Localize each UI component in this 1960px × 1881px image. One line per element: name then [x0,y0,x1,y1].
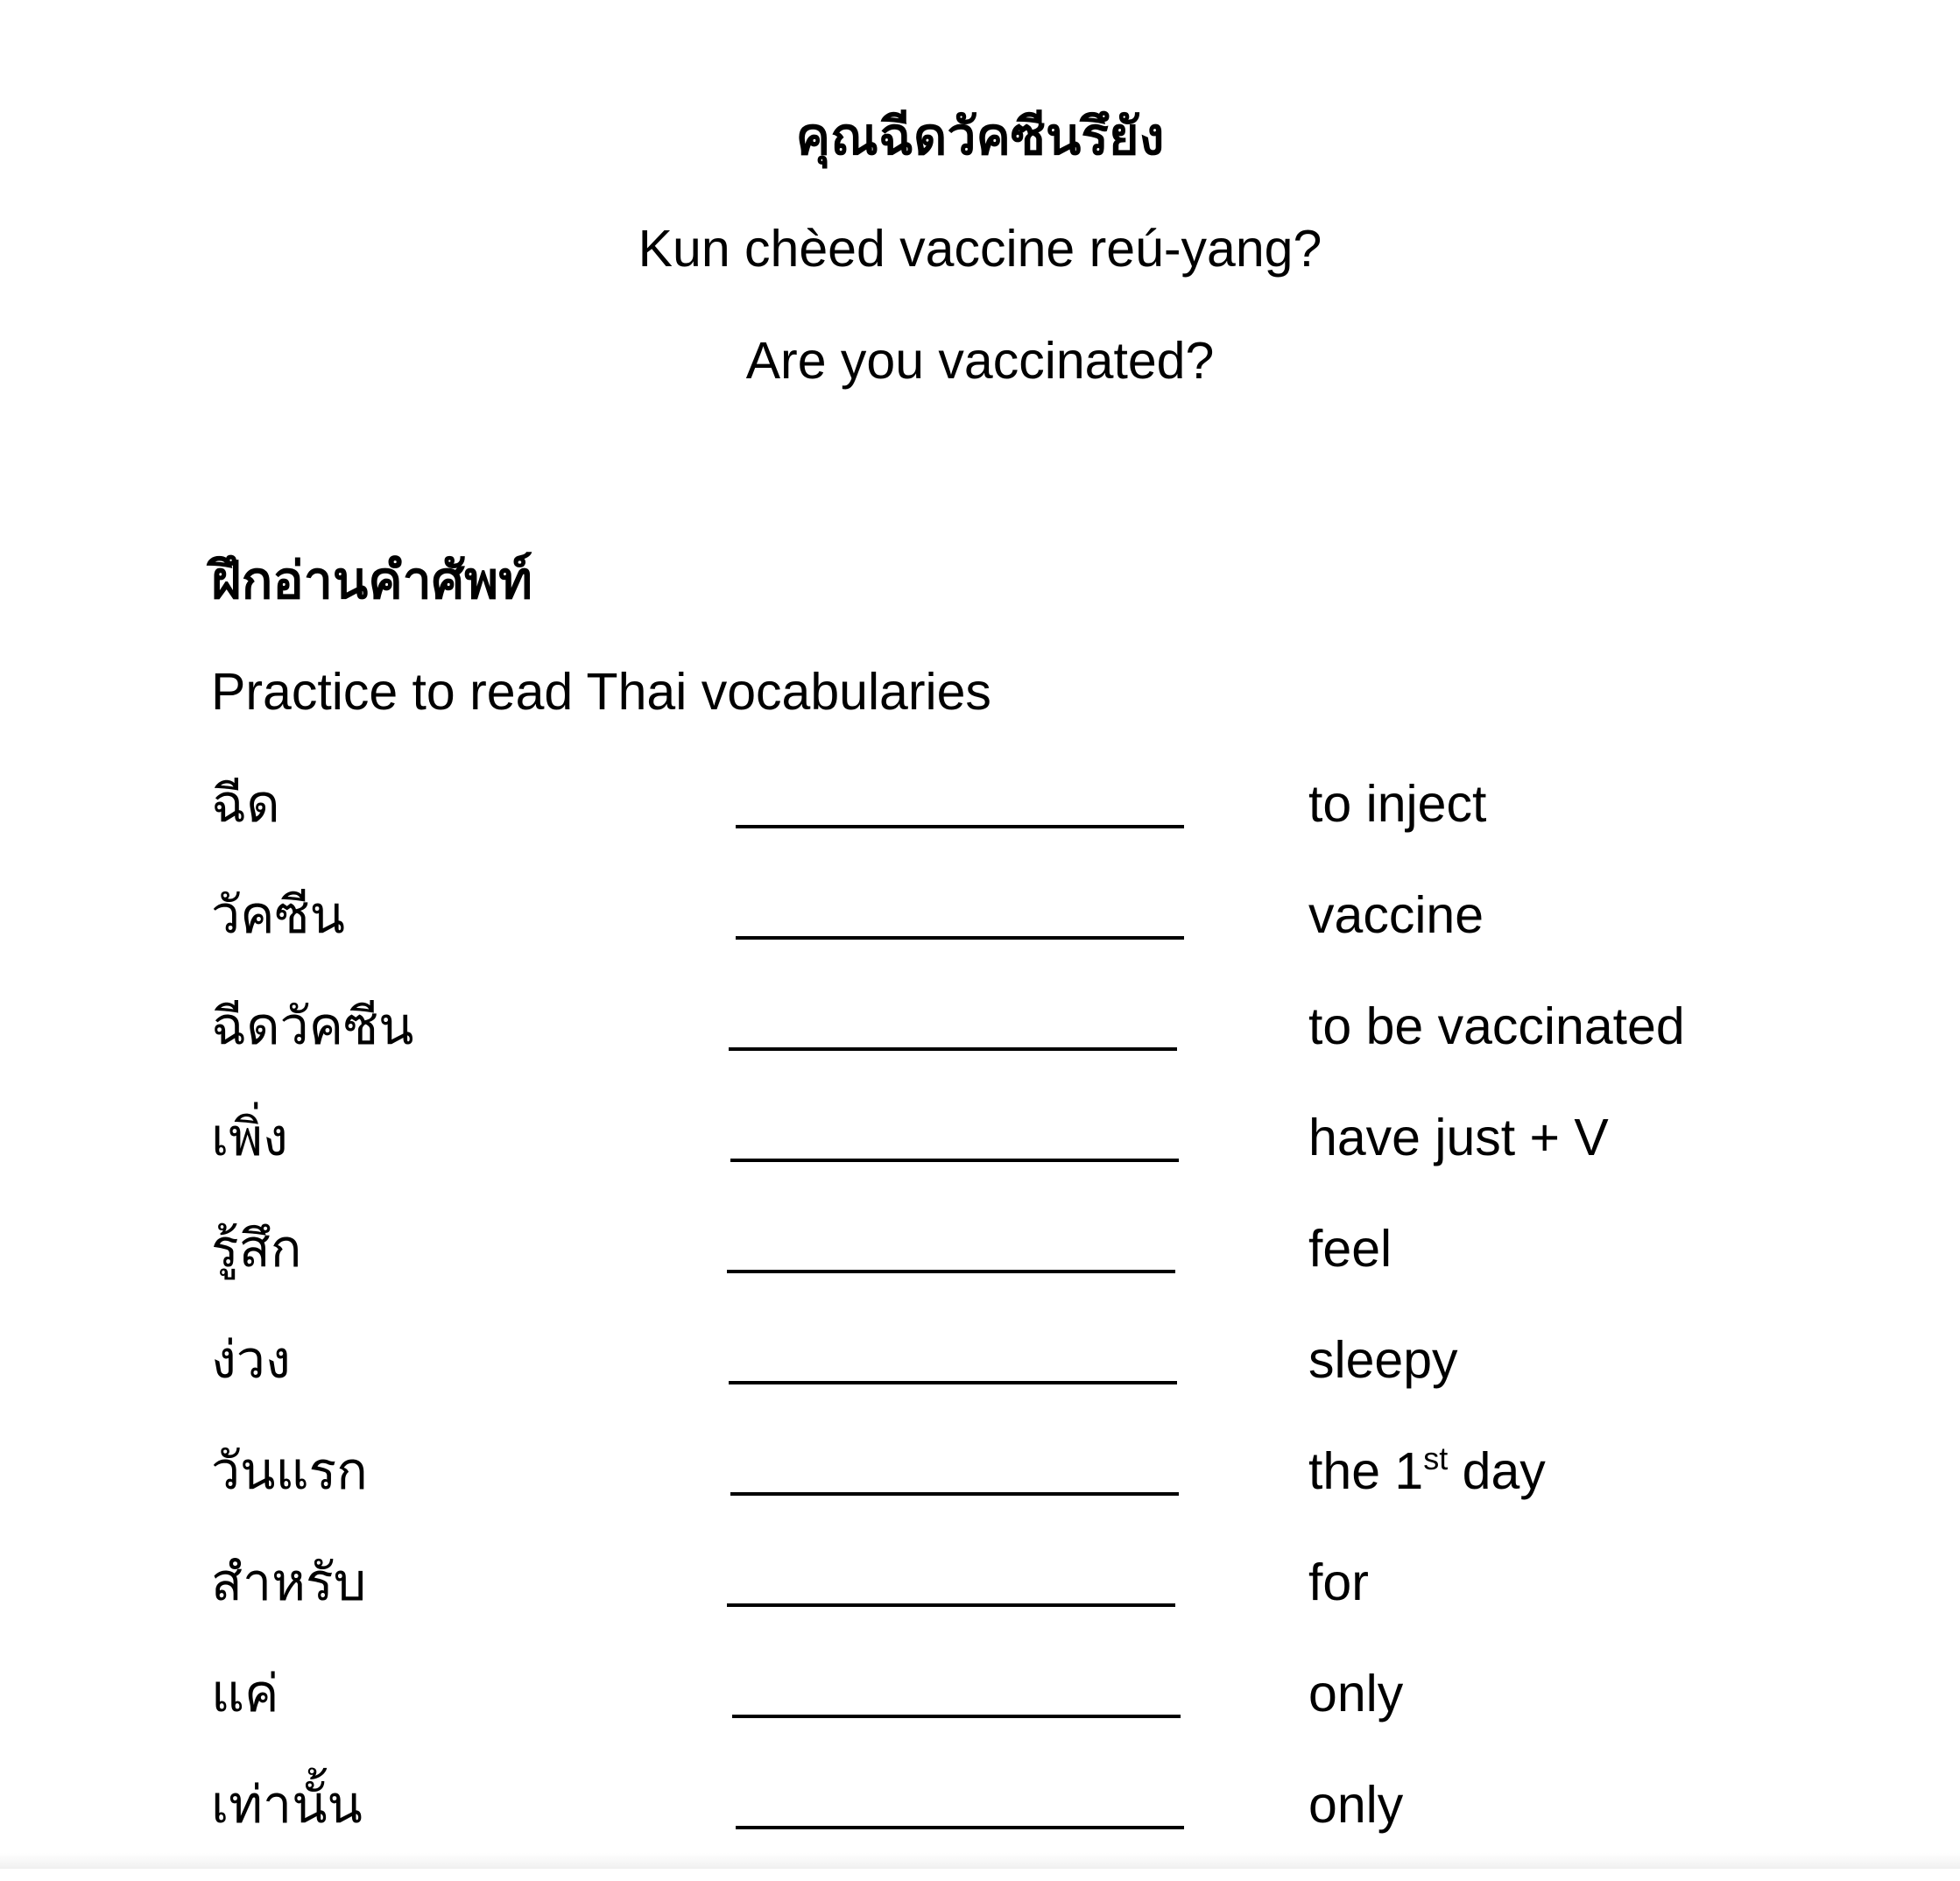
vocab-english-meaning: only [1308,1665,1404,1722]
vocab-row [0,1103,1960,1214]
thai-title: คุณฉีดวัคซีนรึยัง [795,108,1165,166]
vocab-row [0,1214,1960,1325]
vocab-english-meaning: have just + V [1308,1109,1609,1166]
answer-blank-line [729,1047,1177,1051]
english-title: Are you vaccinated? [745,332,1215,390]
vocab-english-text: day [1448,1442,1546,1500]
vocab-thai-word: เท่านั้น [211,1776,363,1834]
vocab-english-meaning: only [1308,1776,1404,1834]
vocab-thai-word: วันแรก [211,1442,368,1500]
answer-blank-line [729,1381,1177,1384]
vocab-row [0,880,1960,991]
romanized-title: Kun chèed vaccine reú-yang? [638,220,1322,278]
vocab-english-meaning: to inject [1308,775,1487,833]
vocab-thai-word: ง่วง [211,1331,291,1389]
answer-blank-line [736,936,1184,940]
section-heading-english: Practice to read Thai vocabularies [211,663,991,721]
vocab-english-meaning [1308,1436,1546,1506]
answer-blank-line [736,825,1184,828]
vocab-row [0,1325,1960,1436]
vocab-english-meaning: vaccine [1308,886,1484,944]
vocab-thai-word: เพิ่ง [211,1109,288,1166]
answer-blank-line [727,1603,1175,1607]
answer-blank-line [736,1826,1184,1829]
page-bottom-edge [0,1853,1960,1869]
vocab-thai-word: ฉีด [211,775,280,833]
vocab-english-meaning: to be vaccinated [1308,997,1685,1055]
vocab-thai-word: ฉีดวัคซีน [211,997,414,1055]
vocab-row [0,1659,1960,1770]
vocab-english-meaning: feel [1308,1220,1392,1278]
vocab-thai-word: วัคซีน [211,886,345,944]
ordinal-suffix: st [1423,1441,1449,1476]
vocabulary-list [0,769,1960,1881]
vocab-thai-word: รู้สึก [211,1220,302,1278]
vocab-thai-word: สำหรับ [211,1553,367,1611]
vocab-thai-word: แค่ [211,1665,279,1722]
answer-blank-line [732,1715,1181,1718]
answer-blank-line [730,1492,1179,1496]
vocab-row [0,991,1960,1103]
vocab-row [0,769,1960,880]
vocab-row [0,1436,1960,1547]
vocab-english-meaning: for [1308,1553,1369,1611]
answer-blank-line [730,1159,1179,1162]
vocab-english-text: the 1 [1308,1442,1424,1500]
answer-blank-line [727,1270,1175,1273]
vocab-row [0,1547,1960,1659]
section-heading-thai: ฝึกอ่านคำศัพท์ [211,552,533,609]
vocab-english-meaning: sleepy [1308,1331,1458,1389]
